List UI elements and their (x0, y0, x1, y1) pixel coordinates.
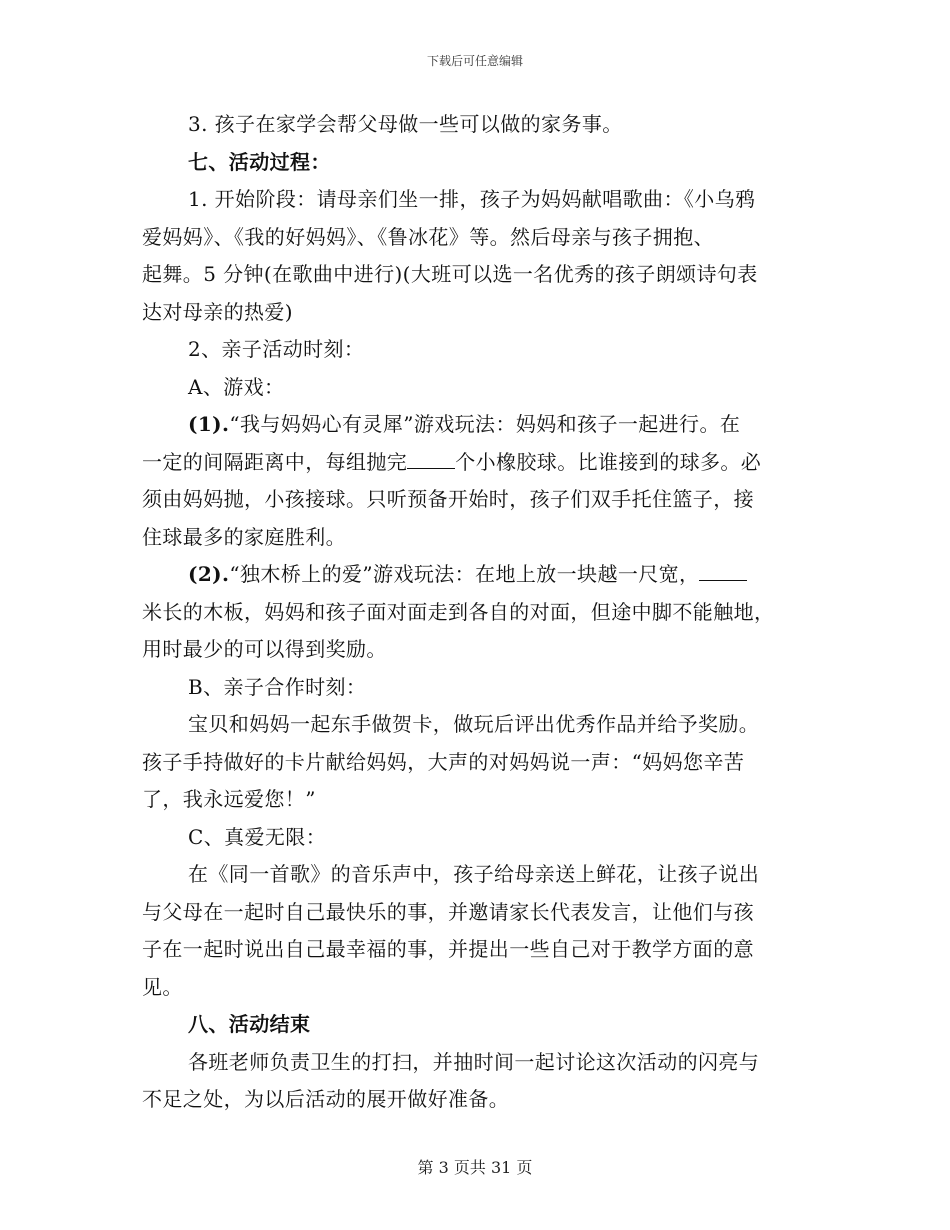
item-number: (2). (188, 562, 230, 586)
subheading-true-love: C、真爱无限： (188, 824, 327, 849)
paragraph-line: 爱妈妈》、《我的好妈妈》、《鲁冰花》等。然后母亲与孩子拥抱、 (142, 224, 714, 249)
subheading-parent-child: 2、亲子活动时刻： (188, 337, 365, 361)
paragraph-line: 1. 开始阶段：请母亲们坐一排，孩子为妈妈献唱歌曲：《小乌鸦 (188, 187, 756, 211)
paragraph-line: 3. 孩子在家学会帮父母做一些可以做的家务事。 (188, 112, 623, 136)
item-text: “我与妈妈心有灵犀”游戏玩法：妈妈和孩子一起进行。在 (229, 412, 741, 436)
section-heading-process: 七、活动过程： (188, 149, 331, 174)
paragraph-line: 用时最少的可以得到奖励。 (142, 637, 387, 661)
paragraph-line: 米长的木板，妈妈和孩子面对面走到各自的对面，但途中脚不能触地， (142, 599, 775, 624)
section-heading-end: 八、活动结束 (188, 1012, 311, 1036)
paragraph-line: 各班老师负责卫生的打扫，并抽时间一起讨论这次活动的闪亮与 (188, 1049, 760, 1074)
subheading-cooperation: B、亲子合作时刻： (188, 674, 367, 699)
subheading-game: A、游戏： (188, 374, 285, 399)
paragraph-line: 与父母在一起时自己最快乐的事，并邀请家长代表发言，让他们与孩 (142, 899, 754, 924)
text-segment: 一定的间隔距离中，每组抛完 (142, 449, 408, 474)
paragraph-line (142, 406, 802, 444)
paragraph-line: 孩子手持做好的卡片献给妈妈，大声的对妈妈说一声：“妈妈您辛苦 (142, 749, 745, 774)
fill-blank (407, 450, 455, 469)
paragraph-line: 在《同一首歌》的音乐声中，孩子给母亲送上鲜花，让孩子说出 (188, 862, 760, 886)
paragraph-line: 住球最多的家庭胜利。 (142, 524, 346, 549)
paragraph-line: 子在一起时说出自己最幸福的事，并提出一些自己对于教学方面的意 (142, 937, 754, 961)
item-number: (1). (188, 412, 230, 436)
paragraph-line: 起舞。5 分钟(在歌曲中进行)(大班可以选一名优秀的孩子朗颂诗句表 (142, 262, 758, 286)
fill-blank (699, 562, 747, 581)
text-segment: 个小橡胶球。比谁接到的球多。必 (455, 449, 762, 474)
page-footer: 第 3 页共 31 页 (417, 1158, 533, 1177)
paragraph-line (142, 556, 802, 594)
paragraph-line: 见。 (142, 974, 183, 999)
paragraph-line: 达对母亲的热爱) (142, 299, 294, 324)
page-header: 下载后可任意编辑 (426, 54, 523, 68)
paragraph-line (142, 444, 802, 482)
paragraph-line: 不足之处，为以后活动的展开做好准备。 (142, 1087, 510, 1111)
paragraph-line: 宝贝和妈妈一起东手做贺卡，做玩后评出优秀作品并给予奖励。 (188, 712, 760, 736)
paragraph-line: 须由妈妈抛，小孩接球。只听预备开始时，孩子们双手托住篮子，接 (142, 487, 754, 511)
document-body (142, 106, 802, 1119)
paragraph-line: 了，我永远爱您！” (142, 787, 316, 811)
item-text: “独木桥上的爱”游戏玩法：在地上放一块越一尺宽， (229, 562, 700, 586)
